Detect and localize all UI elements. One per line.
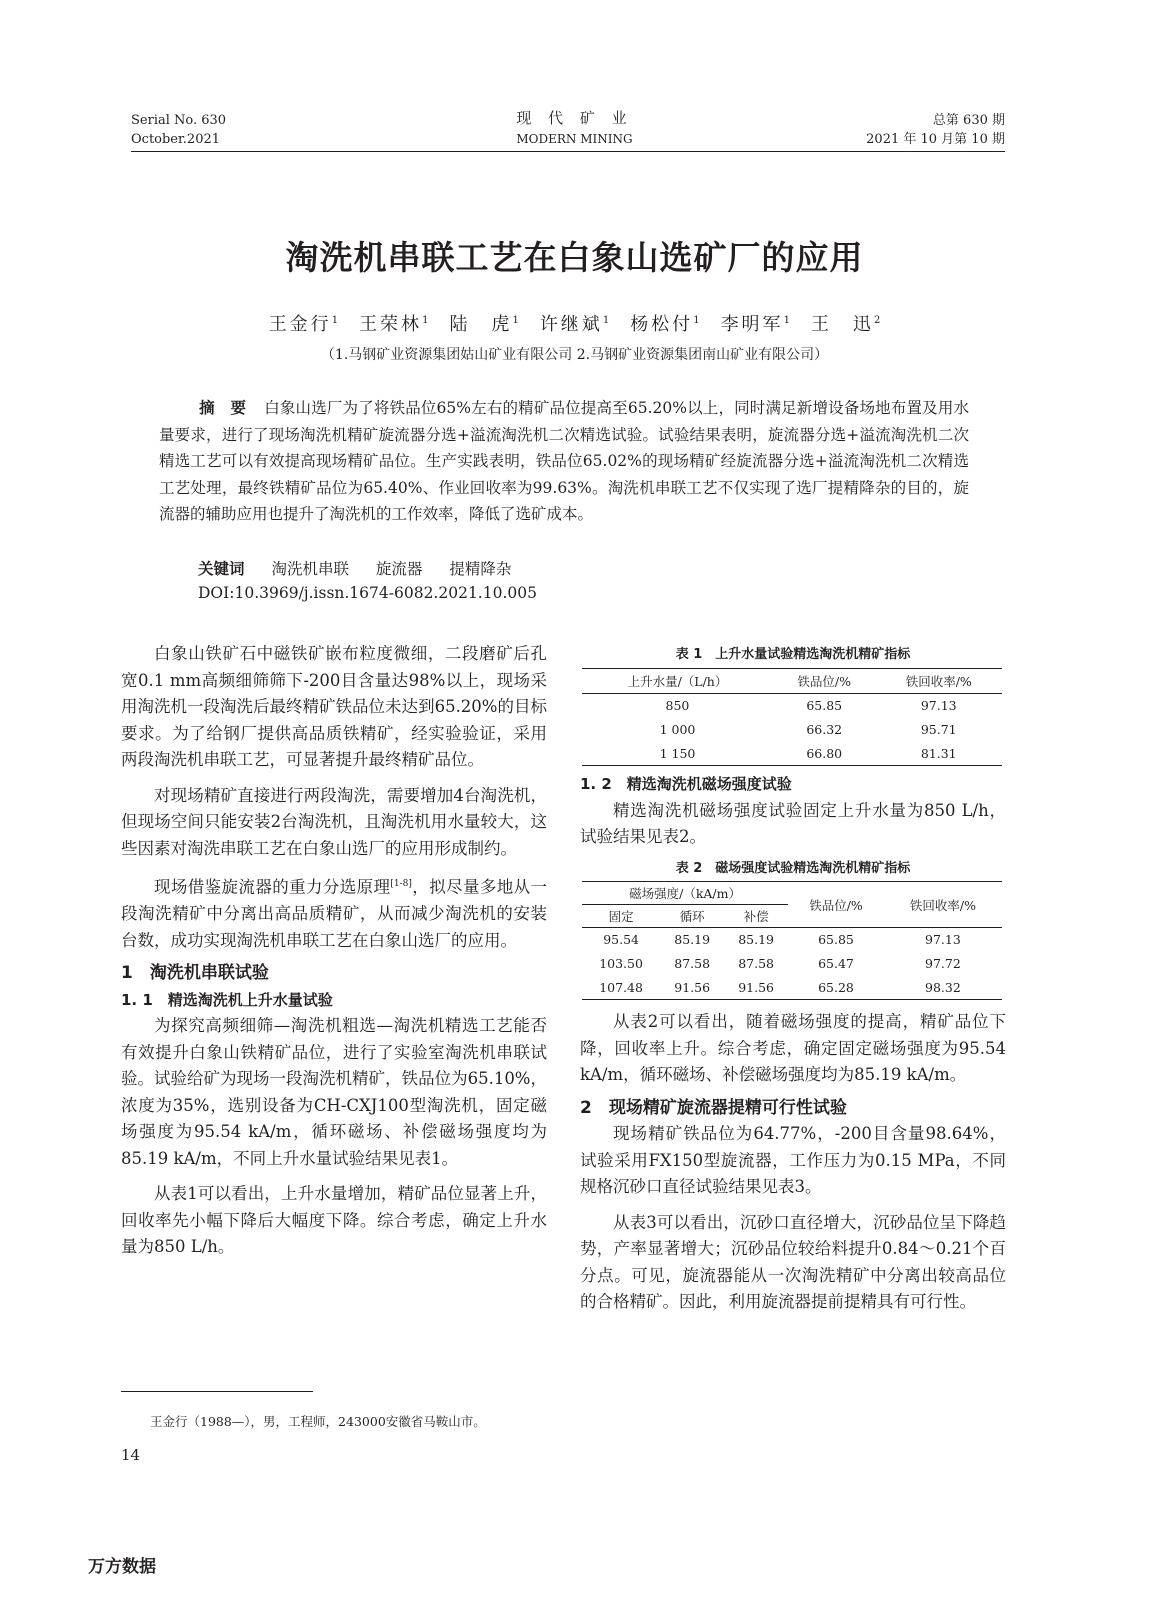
body-paragraph: 从表2可以看出，随着磁场强度的提高，精矿品位下降，回收率上升。综合考虑，确定固定磁场强度为95.54 kA/m，循环磁场、补偿磁场强度均为85.19 kA/m。 bbox=[580, 1012, 1006, 1084]
table-cell: 66.32 bbox=[806, 722, 843, 737]
table2-subheader: 固定 bbox=[582, 905, 660, 928]
keywords bbox=[198, 557, 533, 579]
table-cell: 97.13 bbox=[925, 932, 961, 948]
table-cell: 98.32 bbox=[925, 979, 961, 995]
table1-row bbox=[582, 718, 1002, 742]
table-cell: 87.58 bbox=[674, 956, 711, 971]
table1-caption: 表 1 上升水量试验精选淘洗机精矿指标 bbox=[675, 647, 911, 662]
keyword-item: 淘洗机串联 bbox=[271, 560, 349, 578]
table-cell: 97.13 bbox=[920, 698, 957, 714]
table2-group-header: 磁场强度/（kA/m） bbox=[582, 882, 788, 905]
table-cell: 65.28 bbox=[818, 979, 854, 995]
author-affiliation-mark: 2 bbox=[873, 315, 881, 326]
author-affiliation-mark: 1 bbox=[783, 315, 790, 326]
table2-header: 铁品位/% bbox=[788, 882, 884, 928]
table-cell: 87.58 bbox=[738, 956, 775, 971]
table1-header: 铁回收率/% bbox=[905, 674, 972, 689]
table-cell: 81.31 bbox=[920, 745, 957, 761]
table2-caption: 表 2 磁场强度试验精选淘洗机精矿指标 bbox=[675, 861, 911, 876]
table-cell: 850 bbox=[665, 698, 690, 714]
author-footnote: 王金行（1988—），男，工程师，243000安徽省马鞍山市。 bbox=[150, 1414, 486, 1429]
keyword-item: 提精降杂 bbox=[449, 560, 512, 578]
author-affiliation-mark: 1 bbox=[693, 315, 700, 326]
abstract bbox=[159, 395, 969, 528]
author-affiliation-mark: 1 bbox=[602, 315, 610, 326]
subsection-heading: 1. 1 精选淘洗机上升水量试验 bbox=[121, 990, 333, 1009]
author-affiliation-mark: 1 bbox=[422, 315, 429, 326]
journal-name-cn: 现 代 矿 业 bbox=[516, 109, 633, 127]
table-cell: 65.85 bbox=[806, 698, 843, 714]
author-name: 王金行 bbox=[268, 314, 332, 335]
table2-subheader: 补偿 bbox=[724, 905, 788, 928]
left-column bbox=[121, 641, 547, 1261]
table-cell: 1 000 bbox=[659, 722, 696, 737]
wanfang-watermark: 万方数据 bbox=[88, 1557, 156, 1577]
body-paragraph: 精选淘洗机磁场强度试验固定上升水量为850 L/h，试验结果见表2。 bbox=[580, 800, 1006, 846]
body-paragraph: 为探究高频细筛—淘洗机粗选—淘洗机精选工艺能否有效提升白象山铁精矿品位，进行了实验室淘洗机串联试验。试验给矿为现场一段淘洗机精矿，铁品位为65.10%，浓度为35%，选别设备为CH-CXJ100型淘洗机，固定磁场强度为95.54 kA/m，循环磁场、补偿磁场强度均为85.19 kA/m，不同上升水量试验结果见表1。 bbox=[121, 1016, 547, 1168]
table2-header: 铁回收率/% bbox=[884, 882, 1002, 928]
abstract-label: 摘 要 bbox=[199, 399, 247, 417]
serial-number-en: Serial No. 630 bbox=[131, 113, 227, 128]
paragraph-text: ，拟尽量多地从一段淘洗精矿中分离出高品质精矿，从而减少淘洗机的安装台数，成功实现淘洗机串联工艺在白象山选厂的应用。 bbox=[121, 877, 548, 950]
author-name: 陆 虎 bbox=[449, 314, 513, 335]
body-paragraph bbox=[121, 871, 547, 954]
paragraph-text: 现场借鉴旋流器的重力分选原理 bbox=[154, 877, 391, 897]
table1-header: 铁品位/% bbox=[797, 674, 852, 689]
author-name: 许继斌 bbox=[539, 314, 603, 335]
table1 bbox=[582, 668, 1002, 766]
body-paragraph: 对现场精矿直接进行两段淘洗，需要增加4台淘洗机，但现场空间只能安装2台淘洗机，且淘洗机用水量较大，这些因素对淘洗串联工艺在白象山选厂的应用形成制约。 bbox=[121, 785, 547, 858]
article-title: 淘洗机串联工艺在白象山选矿厂的应用 bbox=[285, 238, 864, 277]
issue-date-en: October.2021 bbox=[131, 132, 221, 147]
right-column-lower bbox=[580, 1009, 1006, 1316]
table-cell: 91.56 bbox=[738, 979, 775, 995]
table-cell: 95.71 bbox=[920, 722, 957, 737]
doi: DOI:10.3969/j.issn.1674-6082.2021.10.005 bbox=[198, 584, 537, 602]
abstract-text: 白象山选厂为了将铁品位65%左右的精矿品位提高至65.20%以上，同时满足新增设备场地布置及用水量要求，进行了现场淘洗机精矿旋流器分选+溢流淘洗机二次精选试验。试验结果表明，旋流器分选+溢流淘洗机二次精选工艺可以有效提高现场精矿品位。生产实践表明，铁品位65.02%的现场精矿经旋流器分选+溢流淘洗机二次精选工艺处理，最终铁精矿品位为65.40%、作业回收率为99.63%。淘洗机串联工艺不仅实现了选厂提精降杂的目的，旋流器的辅助应用也提升了淘洗机的工作效率，降低了选矿成本。 bbox=[159, 399, 969, 523]
affiliations: （1.马钢矿业资源集团姑山矿业有限公司 2.马钢矿业资源集团南山矿业有限公司） bbox=[320, 347, 829, 363]
body-paragraph: 从表1可以看出，上升水量增加，精矿品位显著上升，回收率先小幅下降后大幅度下降。综合考虑，确定上升水量为850 L/h。 bbox=[121, 1184, 547, 1256]
table2-row bbox=[582, 928, 1002, 952]
table2-subheader: 循环 bbox=[660, 905, 724, 928]
author-name: 杨松付 bbox=[630, 314, 694, 335]
author-list bbox=[0, 310, 1149, 336]
table-cell: 95.54 bbox=[603, 932, 639, 948]
section-heading: 1 淘洗机串联试验 bbox=[121, 963, 269, 983]
author-name: 李明军 bbox=[720, 314, 784, 335]
table-cell: 65.47 bbox=[818, 956, 854, 971]
page-number: 14 bbox=[121, 1446, 141, 1464]
table-cell: 97.72 bbox=[925, 956, 961, 971]
body-paragraph: 白象山铁矿石中磁铁矿嵌布粒度微细，二段磨矿后孔宽0.1 mm高频细筛筛下-200目含量达98%以上，现场采用淘洗机一段淘洗后最终精矿铁品位未达到65.20%的目标要求。为了给钢厂提供高品质铁精矿，经实验验证，采用两段淘洗机串联工艺，可显著提升最终精矿品位。 bbox=[121, 644, 547, 769]
table-cell: 66.80 bbox=[806, 745, 843, 761]
body-paragraph: 现场精矿铁品位为64.77%，-200目含量98.64%，试验采用FX150型旋流器，工作压力为0.15 MPa，不同规格沉砂口直径试验结果见表3。 bbox=[580, 1124, 1006, 1196]
journal-name-en: MODERN MINING bbox=[516, 132, 633, 146]
table1-row bbox=[582, 694, 1002, 718]
table1-header: 上升水量/（L/h） bbox=[627, 674, 728, 689]
table-cell: 85.19 bbox=[738, 932, 775, 948]
table-cell: 1 150 bbox=[659, 745, 696, 761]
table-cell: 107.48 bbox=[599, 979, 643, 995]
issue-date-cn: 2021 年 10 月第 10 期 bbox=[866, 132, 1005, 147]
keyword-item: 旋流器 bbox=[375, 560, 423, 578]
section-heading: 2 现场精矿旋流器提精可行性试验 bbox=[580, 1097, 847, 1118]
table2 bbox=[582, 881, 1002, 1000]
author-name: 王 迅 bbox=[810, 314, 874, 335]
table-cell: 65.85 bbox=[818, 932, 854, 948]
table-cell: 91.56 bbox=[674, 979, 711, 995]
body-paragraph: 从表3可以看出，沉砂口直径增大，沉砂品位呈下降趋势，产率显著增大；沉砂品位较给料提升0.84～0.21个百分点。可见，旋流器能从一次淘洗精矿中分离出较高品位的合格精矿。因此，利用旋流器提前提精具有可行性。 bbox=[580, 1212, 1006, 1311]
table-cell: 103.50 bbox=[599, 956, 643, 971]
author-name: 王荣林 bbox=[359, 314, 423, 335]
header-rule bbox=[131, 151, 1005, 152]
table-cell: 85.19 bbox=[674, 932, 711, 948]
citation-ref: [1-8] bbox=[390, 879, 412, 889]
table2-row bbox=[582, 952, 1002, 976]
footnote-rule bbox=[121, 1391, 313, 1392]
table2-row bbox=[582, 976, 1002, 1000]
serial-number-cn: 总第 630 期 bbox=[932, 113, 1005, 128]
author-affiliation-mark: 1 bbox=[331, 315, 339, 326]
table1-row bbox=[582, 742, 1002, 766]
right-column-upper bbox=[580, 771, 1006, 851]
subsection-heading: 1. 2 精选淘洗机磁场强度试验 bbox=[580, 775, 792, 793]
author-affiliation-mark: 1 bbox=[512, 315, 519, 326]
keywords-label: 关键词 bbox=[198, 560, 245, 578]
